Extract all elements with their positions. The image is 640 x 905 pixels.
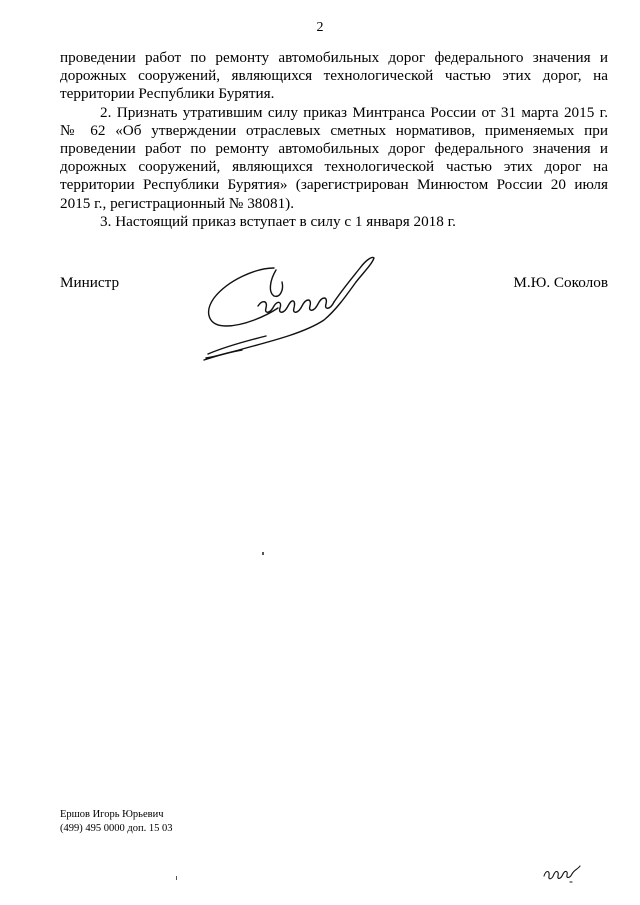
signatory-title: Министр bbox=[60, 274, 120, 291]
executor-name: Ершов Игорь Юрьевич bbox=[60, 809, 164, 820]
signatory-name: М.Ю. Соколов bbox=[513, 274, 608, 291]
handwritten-signature bbox=[196, 250, 386, 365]
paragraph-1-continuation: проведении работ по ремонту автомобильных дорог федерального значения и дорожных сооружений, являющихся технологической частью этих дорог, на территории Республики Бурятия. bbox=[60, 49, 608, 103]
executor-info bbox=[60, 808, 172, 836]
executor-phone: (499) 495 0000 доп. 15 03 bbox=[60, 823, 173, 834]
document-body bbox=[60, 49, 608, 231]
paragraph-2: 2. Признать утратившим силу приказ Минтранса России от 31 марта 2015 г. № 62 «Об утверждении отраслевых сметных нормативов, применяемых при проведении работ по ремонту автомобильных дорог федерального значения и дорожных сооружений, являющихся технологической частью этих дорог на территории Республики Бурятия» (зарегистрирован Минюстом России 20 июля 2015 г., регистрационный № 38081). bbox=[60, 103, 608, 212]
page-number: 2 bbox=[316, 20, 324, 35]
scan-speck bbox=[262, 552, 264, 555]
paragraph-3: 3. Настоящий приказ вступает в силу с 1 января 2018 г. bbox=[100, 212, 456, 230]
scan-speck bbox=[176, 876, 177, 880]
handwritten-initials bbox=[540, 862, 586, 886]
